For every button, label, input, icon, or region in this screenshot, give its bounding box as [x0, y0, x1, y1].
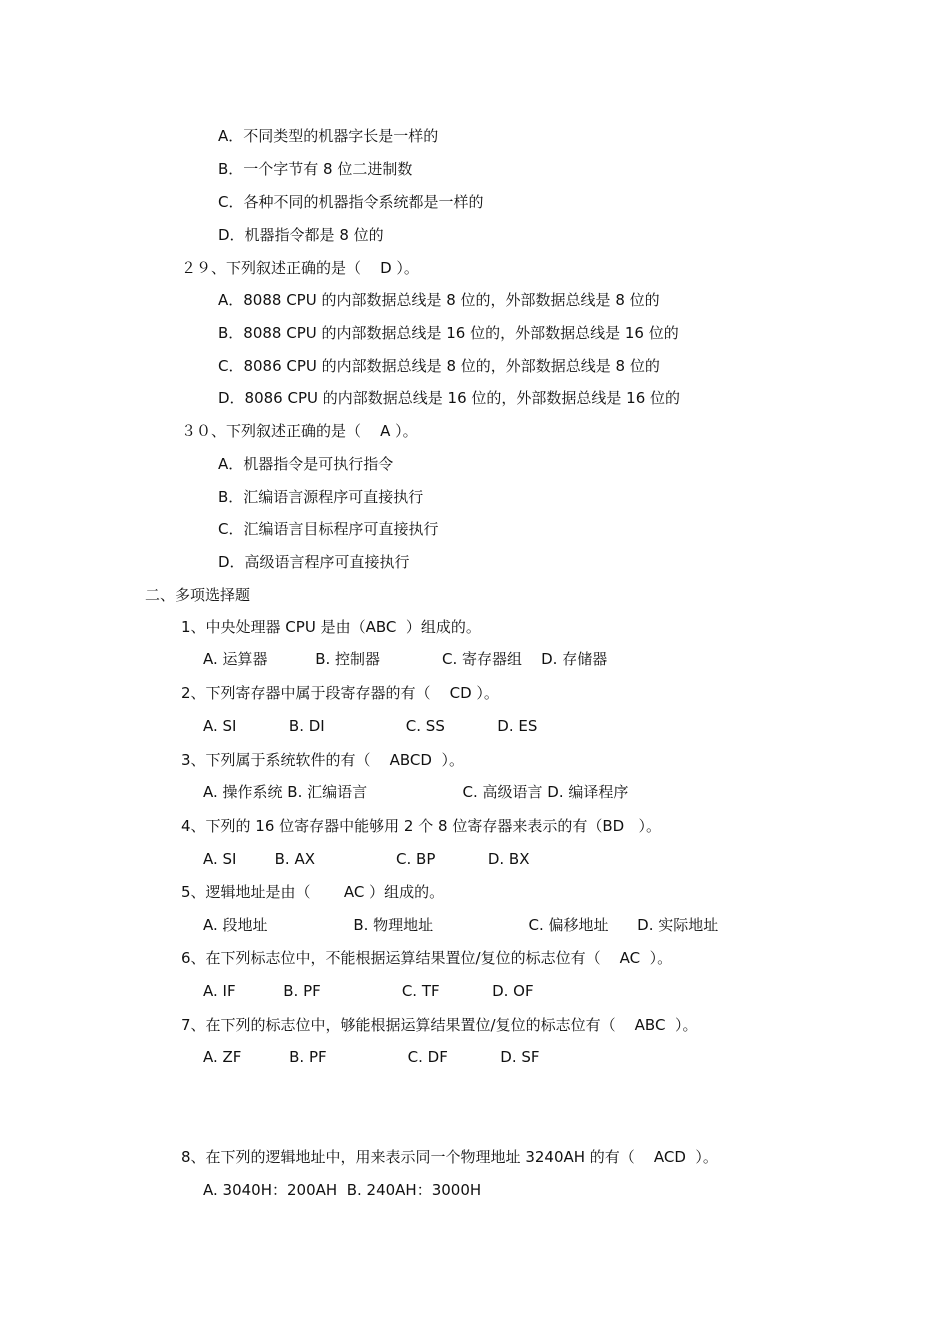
mq5-stem: 5、逻辑地址是由（ AC ）组成的。: [181, 883, 445, 901]
q29-option-c: C．8086 CPU 的内部数据总线是 8 位的，外部数据总线是 8 位的: [218, 357, 660, 375]
mq3-options: A. 操作系统 B. 汇编语言 C. 高级语言 D. 编译程序: [203, 783, 629, 801]
q28-option-b: B．一个字节有 8 位二进制数: [218, 160, 413, 178]
q28-option-c: C．各种不同的机器指令系统都是一样的: [218, 193, 484, 211]
mq7-options: A. ZF B. PF C. DF D. SF: [203, 1048, 540, 1066]
section-heading: 二、多项选择题: [145, 586, 251, 604]
mq3-stem: 3、下列属于系统软件的有（ ABCD ）。: [181, 751, 464, 769]
q29-option-b: B．8088 CPU 的内部数据总线是 16 位的，外部数据总线是 16 位的: [218, 324, 679, 342]
q28-option-d: D．机器指令都是 8 位的: [218, 226, 384, 244]
q29-option-d: D．8086 CPU 的内部数据总线是 16 位的，外部数据总线是 16 位的: [218, 389, 681, 407]
mq5-options: A. 段地址 B. 物理地址 C. 偏移地址 D. 实际地址: [203, 916, 719, 934]
mq2-options: A. SI B. DI C. SS D. ES: [203, 717, 538, 735]
mq8-stem: 8、在下列的逻辑地址中，用来表示同一个物理地址 3240AH 的有（ ACD ）。: [181, 1148, 718, 1166]
mq4-options: A. SI B. AX C. BP D. BX: [203, 850, 530, 868]
q30-option-d: D．高级语言程序可直接执行: [218, 553, 410, 571]
q30-option-b: B．汇编语言源程序可直接执行: [218, 488, 424, 506]
mq4-stem: 4、下列的 16 位寄存器中能够用 2 个 8 位寄存器来表示的有（BD ）。: [181, 817, 661, 835]
mq6-stem: 6、在下列标志位中，不能根据运算结果置位/复位的标志位有（ AC ）。: [181, 949, 673, 967]
mq2-stem: 2、下列寄存器中属于段寄存器的有（ CD ）。: [181, 684, 499, 702]
mq1-options: A. 运算器 B. 控制器 C. 寄存器组 D. 存储器: [203, 650, 608, 668]
q28-option-a: A．不同类型的机器字长是一样的: [218, 127, 439, 145]
q30-option-c: C．汇编语言目标程序可直接执行: [218, 520, 439, 538]
q29-stem: ２９、下列叙述正确的是（ D ）。: [181, 259, 419, 277]
mq7-stem: 7、在下列的标志位中，够能根据运算结果置位/复位的标志位有（ ABC ）。: [181, 1016, 698, 1034]
q30-option-a: A．机器指令是可执行指令: [218, 455, 394, 473]
mq1-stem: 1、中央处理器 CPU 是由（ABC ）组成的。: [181, 618, 481, 636]
q29-option-a: A．8088 CPU 的内部数据总线是 8 位的，外部数据总线是 8 位的: [218, 291, 660, 309]
q30-stem: ３０、下列叙述正确的是（ A ）。: [181, 422, 418, 440]
mq8-options: A. 3040H：200AH B. 240AH：3000H: [203, 1181, 482, 1199]
mq6-options: A. IF B. PF C. TF D. OF: [203, 982, 534, 1000]
